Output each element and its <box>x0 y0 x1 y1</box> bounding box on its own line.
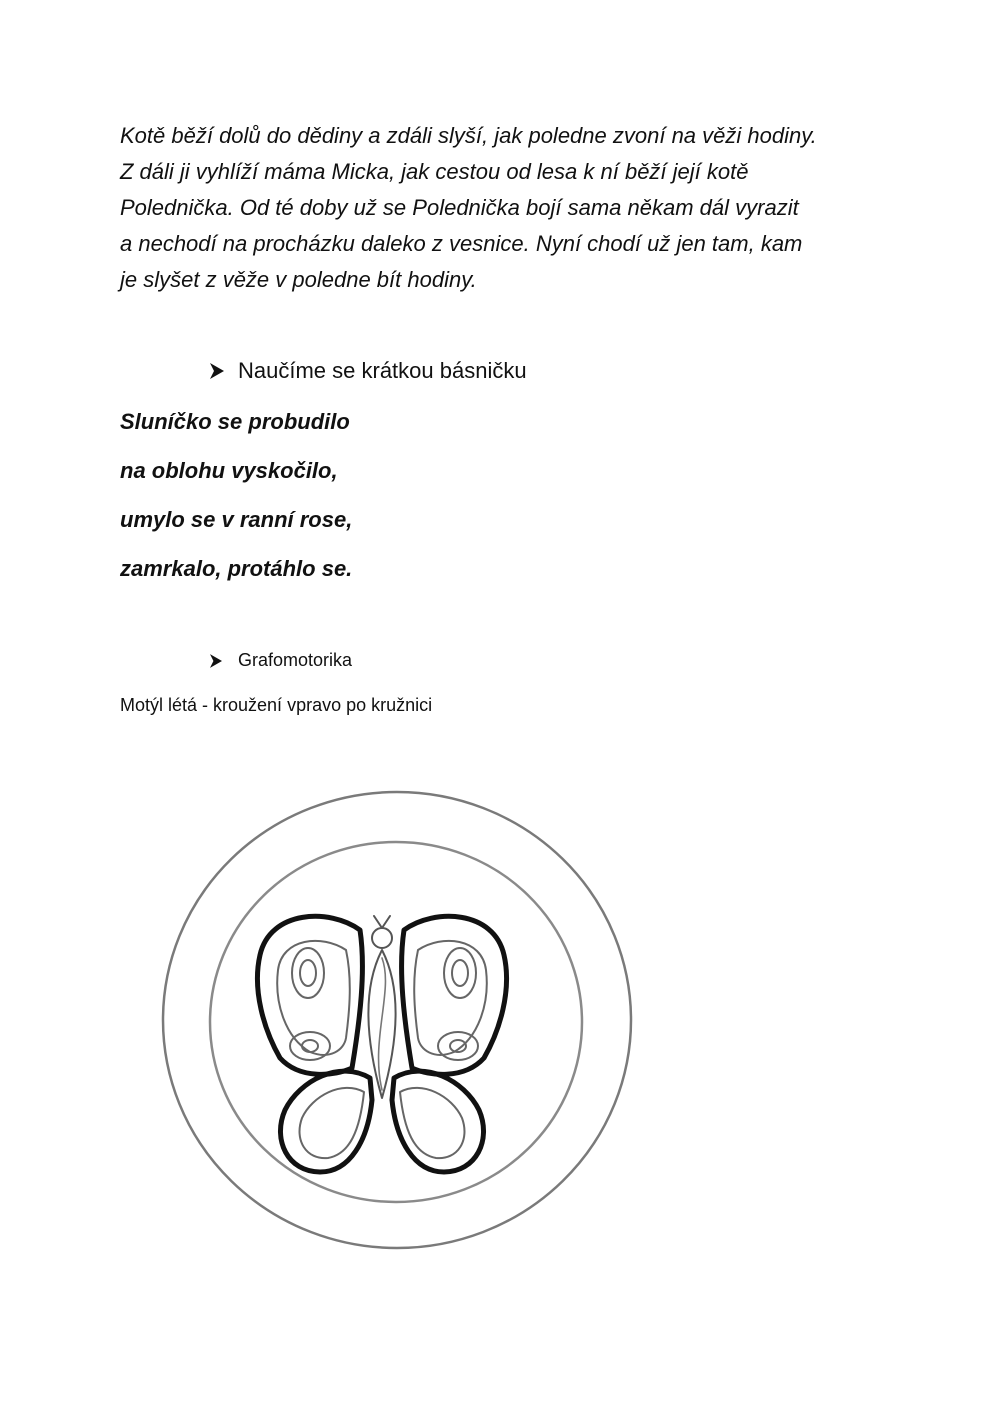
poem-heading-text: Naučíme se krátkou básničku <box>238 358 527 383</box>
story-paragraph <box>120 118 900 298</box>
story-line: a nechodí na procházku daleko z vesnice. Nyní chodí už jen tam, kam <box>120 231 803 256</box>
story-line: Z dáli ji vyhlíží máma Micka, jak cestou od lesa k ní běží její kotě <box>120 159 749 184</box>
arrow-bullet-icon <box>210 654 222 668</box>
poem-line: Sluníčko se probudilo <box>120 409 350 434</box>
poem-line: zamrkalo, protáhlo se. <box>120 556 353 581</box>
poem <box>120 404 352 600</box>
poem-line: na oblohu vyskočilo, <box>120 458 338 483</box>
poem-line: umylo se v ranní rose, <box>120 507 353 532</box>
outer-circle <box>163 792 631 1248</box>
story-line: Kotě běží dolů do dědiny a zdáli slyší, jak poledne zvoní na věži hodiny. <box>120 123 817 148</box>
exercise-caption: Motýl létá - kroužení vpravo po kružnici <box>120 695 433 715</box>
story-line: Polednička. Od té doby už se Polednička bojí sama někam dál vyrazit <box>120 195 799 220</box>
story-line: je slyšet z věže v poledne bít hodiny. <box>120 267 477 292</box>
butterfly <box>257 916 506 1172</box>
arrow-bullet-icon <box>210 363 224 379</box>
butterfly-in-circles-icon <box>160 780 660 1260</box>
grafomotorika-section-heading <box>210 650 352 671</box>
grafomotorika-heading-text: Grafomotorika <box>238 650 353 670</box>
poem-section-heading <box>210 358 527 384</box>
